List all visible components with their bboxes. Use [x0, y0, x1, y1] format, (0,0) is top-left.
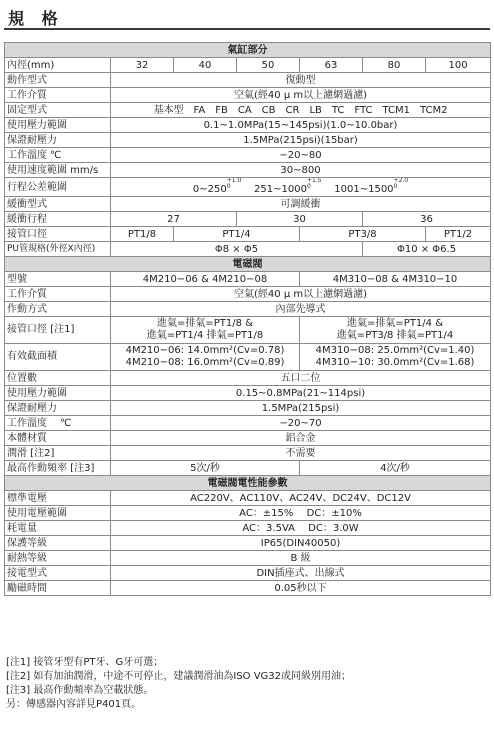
port-line: 進氣=PT3/8 排氣=PT1/4	[336, 330, 454, 341]
footnote: 另：傳感器內容詳見P401頁。	[6, 699, 142, 710]
row-label: 工作介質	[5, 287, 111, 302]
row-voltage-range	[5, 506, 491, 521]
row-value: 復動型	[111, 73, 491, 88]
row-label: 勵磁時間	[5, 581, 111, 596]
row-label: 行程公差範圍	[5, 178, 111, 197]
port-value: PT1/8	[111, 227, 174, 242]
row-label: 工作溫度 ℃	[5, 148, 111, 163]
row-value: 可調緩衝	[111, 197, 491, 212]
heading	[8, 6, 64, 28]
row-model	[5, 272, 491, 287]
row-cushion	[5, 197, 491, 212]
area-line: 4M210−08: 16.0mm²(Cv=0.89)	[125, 357, 285, 368]
area-line: 4M210−06: 14.0mm²(Cv=0.78)	[125, 345, 285, 356]
row-label: 使用壓力範圍	[5, 118, 111, 133]
row-valve-proof	[5, 401, 491, 416]
area-value	[300, 344, 491, 371]
row-value: 30~800	[111, 163, 491, 178]
row-value: 不需要	[111, 446, 491, 461]
tolerance-range: 0~250	[192, 184, 227, 195]
valve-port-value	[111, 317, 300, 344]
row-pu-tube	[5, 242, 491, 257]
row-label: 使用電壓範圍	[5, 506, 111, 521]
row-value: 內部先導式	[111, 302, 491, 317]
port-line: 進氣=排氣=PT1/4 &	[347, 318, 443, 329]
port-value: PT1/2	[426, 227, 491, 242]
row-area	[5, 344, 491, 371]
row-mount	[5, 103, 491, 118]
bore-value: 100	[426, 58, 491, 73]
row-label: 保證耐壓力	[5, 401, 111, 416]
row-operation	[5, 302, 491, 317]
row-speed	[5, 163, 491, 178]
spec-table	[4, 42, 491, 596]
row-value: 空氣(經40 μ m以上濾網過濾)	[111, 88, 491, 103]
row-label: 接管口徑	[5, 227, 111, 242]
pu-value: Φ10 × Φ6.5	[363, 242, 491, 257]
row-label: 耐熱等級	[5, 551, 111, 566]
area-line: 4M310−10: 30.0mm²(Cv=1.68)	[315, 357, 475, 368]
row-connector	[5, 566, 491, 581]
section-header-valve	[5, 257, 491, 272]
row-value: 五口二位	[111, 371, 491, 386]
row-valve-port	[5, 317, 491, 344]
row-value: 1.5MPa(215psi)(15bar)	[111, 133, 491, 148]
area-line: 4M310−08: 25.0mm²(Cv=1.40)	[315, 345, 475, 356]
row-label: 潤滑 [注2]	[5, 446, 111, 461]
pu-value: Φ8 × Φ5	[111, 242, 363, 257]
bore-value: 80	[363, 58, 426, 73]
freq-value: 4次/秒	[300, 461, 491, 476]
row-medium	[5, 287, 491, 302]
row-label: 使用速度範圍 mm/s	[5, 163, 111, 178]
bore-value: 50	[237, 58, 300, 73]
row-value: AC：±15% DC：±10%	[111, 506, 491, 521]
model-value: 4M210−06 & 4M210−08	[111, 272, 300, 287]
row-value: 0.15~0.8MPa(21~114psi)	[111, 386, 491, 401]
row-valve-temp	[5, 416, 491, 431]
row-value: −20~70	[111, 416, 491, 431]
row-label: 最高作動頻率 [注3]	[5, 461, 111, 476]
row-value: 空氣(經40 μ m以上濾網過濾)	[111, 287, 491, 302]
area-value	[111, 344, 300, 371]
port-line: 進氣=排氣=PT1/8 &	[157, 318, 253, 329]
cushion-stroke-value: 30	[237, 212, 363, 227]
row-excitation	[5, 581, 491, 596]
section-header-electrical	[5, 476, 491, 491]
footnote: [注3] 最高作動頻率為空載狀態。	[6, 685, 154, 696]
row-lube	[5, 446, 491, 461]
row-value: DIN插座式、出線式	[111, 566, 491, 581]
row-medium	[5, 88, 491, 103]
row-position	[5, 371, 491, 386]
row-value: AC：3.5VA DC：3.0W	[111, 521, 491, 536]
tolerance-limits: +1.5 0	[306, 177, 322, 190]
row-label: 有效截面積	[5, 344, 111, 371]
row-material	[5, 431, 491, 446]
row-label: 緩衝型式	[5, 197, 111, 212]
port-value: PT3/8	[300, 227, 426, 242]
row-label: 緩衝行程	[5, 212, 111, 227]
page-title: 規 格	[8, 8, 64, 28]
valve-port-value	[300, 317, 491, 344]
row-port	[5, 227, 491, 242]
row-pressure	[5, 118, 491, 133]
row-label: 動作型式	[5, 73, 111, 88]
row-label: 工作介質	[5, 88, 111, 103]
row-value: IP65(DIN40050)	[111, 536, 491, 551]
footnote: [注1] 接管牙型有PT牙、G牙可選；	[6, 657, 164, 668]
row-cushion-stroke	[5, 212, 491, 227]
row-freq	[5, 461, 491, 476]
row-label: 作動方式	[5, 302, 111, 317]
section-title: 氣缸部分	[5, 43, 491, 58]
row-label: 固定型式	[5, 103, 111, 118]
row-voltage	[5, 491, 491, 506]
tolerance-limits: +2.0 0	[393, 177, 409, 190]
tolerance-range: 251~1000	[254, 184, 307, 195]
row-valve-pressure	[5, 386, 491, 401]
row-label: 位置數	[5, 371, 111, 386]
tolerance-limits: +1.0 0	[226, 177, 242, 190]
tolerance-values	[111, 178, 491, 197]
row-label: 保證耐壓力	[5, 133, 111, 148]
row-label: 使用壓力範圍	[5, 386, 111, 401]
freq-value: 5次/秒	[111, 461, 300, 476]
row-temp	[5, 148, 491, 163]
model-value: 4M310−08 & 4M310−10	[300, 272, 491, 287]
row-value: 0.05秒以下	[111, 581, 491, 596]
row-tolerance	[5, 178, 491, 197]
row-label: 內徑(mm)	[5, 58, 111, 73]
row-value: 1.5MPa(215psi)	[111, 401, 491, 416]
row-value: AC220V、AC110V、AC24V、DC24V、DC12V	[111, 491, 491, 506]
heading-divider	[4, 28, 490, 30]
row-value: 基本型 FA FB CA CB CR LB TC FTC TCM1 TCM2	[111, 103, 491, 118]
port-value: PT1/4	[174, 227, 300, 242]
bore-value: 40	[174, 58, 237, 73]
row-label: 接電型式	[5, 566, 111, 581]
row-heat-class	[5, 551, 491, 566]
heading-shade	[4, 8, 490, 28]
row-label: PU管規格(外徑X內徑)	[5, 242, 111, 257]
bore-value: 63	[300, 58, 363, 73]
row-label: 本體材質	[5, 431, 111, 446]
row-power	[5, 521, 491, 536]
row-value: 0.1~1.0MPa(15~145psi)(1.0~10.0bar)	[111, 118, 491, 133]
cushion-stroke-value: 36	[363, 212, 491, 227]
row-label: 標準電壓	[5, 491, 111, 506]
row-value: B 級	[111, 551, 491, 566]
row-label: 接管口徑 [注1]	[5, 317, 111, 344]
port-line: 進氣=PT1/4 排氣=PT1/8	[146, 330, 264, 341]
row-value: −20~80	[111, 148, 491, 163]
bore-value: 32	[111, 58, 174, 73]
row-action	[5, 73, 491, 88]
footnotes	[6, 656, 351, 712]
section-title: 電磁閥電性能參數	[5, 476, 491, 491]
section-header-cylinder	[5, 43, 491, 58]
row-bore	[5, 58, 491, 73]
row-value: 鋁合金	[111, 431, 491, 446]
row-protection	[5, 536, 491, 551]
tolerance-range: 1001~1500	[334, 184, 394, 195]
row-label: 耗電量	[5, 521, 111, 536]
row-proof	[5, 133, 491, 148]
row-label: 保護等級	[5, 536, 111, 551]
cushion-stroke-value: 27	[111, 212, 237, 227]
row-label: 型號	[5, 272, 111, 287]
row-label: 工作溫度 ℃	[5, 416, 111, 431]
footnote: [注2] 如有加油潤滑，中途不可停止，建議潤滑油為ISO VG32或同級別用油；	[6, 671, 352, 682]
section-title: 電磁閥	[5, 257, 491, 272]
